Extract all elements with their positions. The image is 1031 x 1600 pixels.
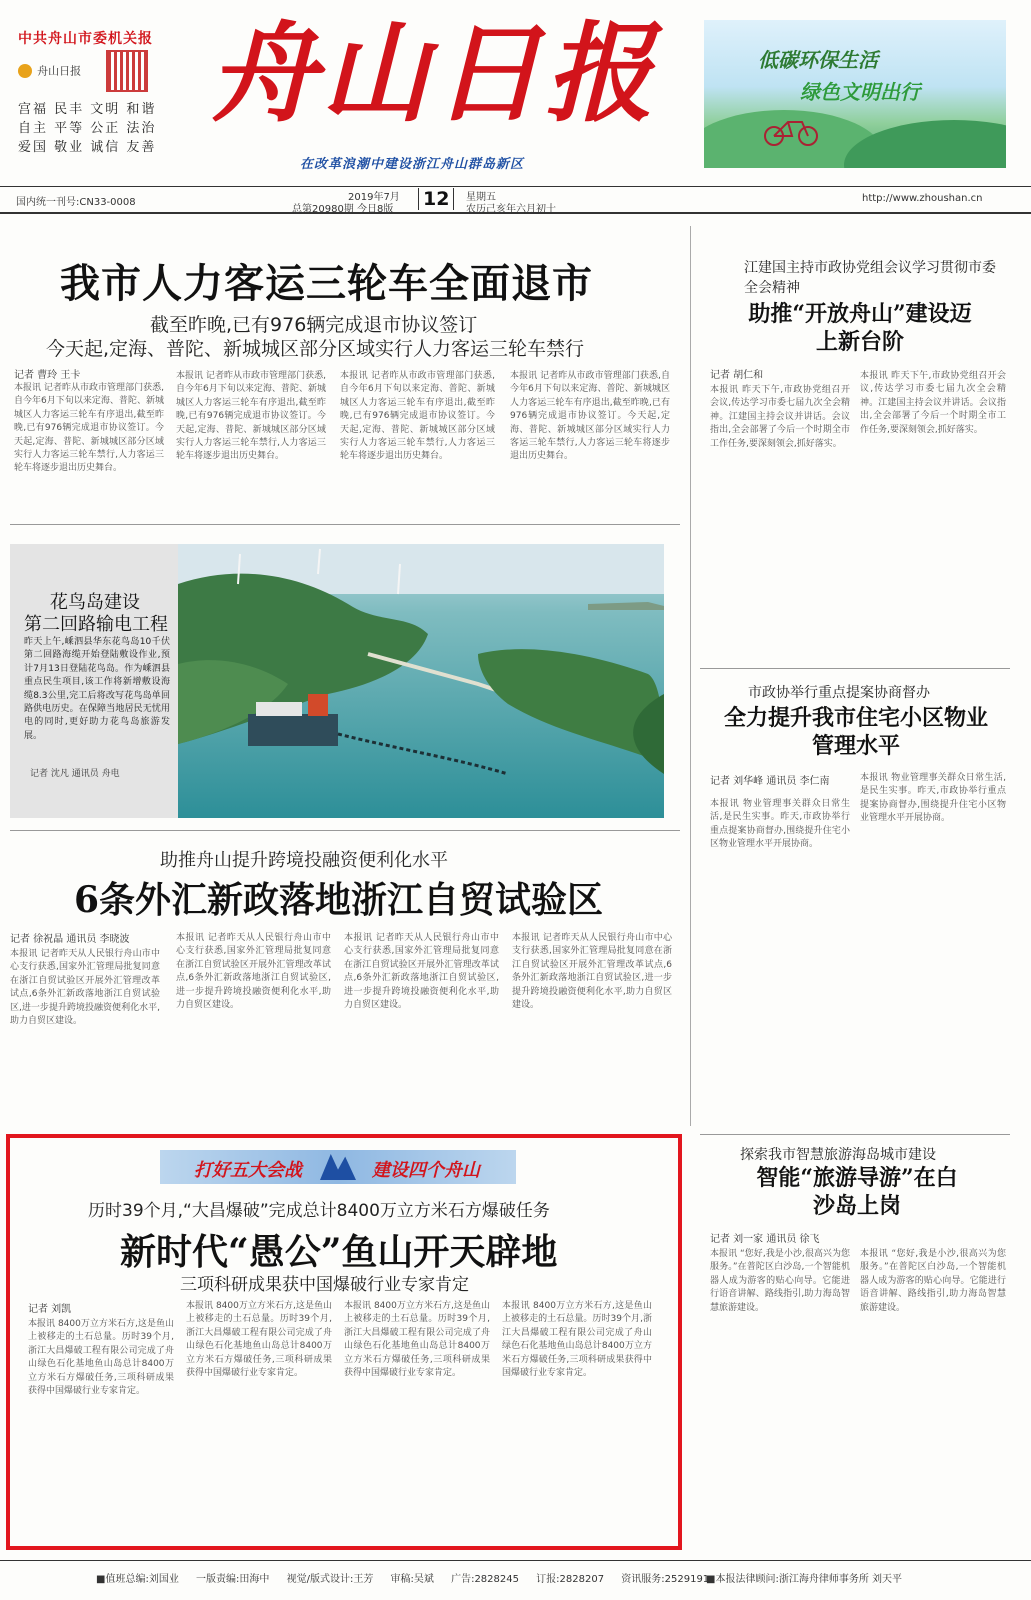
organ-label: 中共舟山市委机关报 <box>18 31 153 47</box>
values-row-2: 自主 平等 公正 法治 <box>18 121 157 136</box>
right-story3-kicker: 探索我市智慧旅游海岛城市建设 <box>740 1147 936 1163</box>
app-label: 舟山日报 <box>37 64 82 78</box>
ad-banner <box>704 20 1006 168</box>
lead-byline: 记者 曹玲 王卡 <box>14 370 81 381</box>
masthead-slogan: 在改革浪潮中建设浙江舟山群岛新区 <box>300 157 525 172</box>
forex-body-col-2: 本报讯 记者昨天从人民银行舟山市中心支行获悉,国家外汇管理局批复同意在浙江自贸试验区开展外汇管理改革试点,6条外汇新政落地浙江自贸试验区,进一步提升跨境投融资便利化水平,助力自贸区建设。 <box>176 933 331 1011</box>
feature-sub: 三项科研成果获中国爆破行业专家肯定 <box>180 1275 469 1295</box>
feature-headline: 新时代“愚公”鱼山开天辟地 <box>120 1231 558 1273</box>
right-story1-col-1: 本报讯 昨天下午,市政协党组召开会议,传达学习市委七届九次全会精神。江建国主持会议并讲话。会议指出,全会部署了今后一个时期全市工作任务,要深刻领会,抓好落实。 <box>710 385 850 449</box>
feature-banner <box>160 1150 516 1184</box>
photo-bottom-rule <box>10 830 680 831</box>
weekday: 星期五 <box>466 192 496 203</box>
right-rule-2 <box>700 1134 1010 1135</box>
forex-body-col-4: 本报讯 记者昨天从人民银行舟山市中心支行获悉,国家外汇管理局批复同意在浙江自贸试验区开展外汇管理改革试点,6条外汇新政落地浙江自贸试验区,进一步提升跨境投融资便利化水平,助力自贸区建设。 <box>512 933 672 1011</box>
right-story3-byline: 记者 刘一家 通讯员 徐飞 <box>710 1234 820 1245</box>
right-story2-kicker: 市政协举行重点提案协商督办 <box>748 685 930 701</box>
qr-code-icon <box>106 50 148 92</box>
lunar-date: 农历己亥年六月初十 <box>466 204 556 215</box>
issue-number: 总第20980期 今日8版 <box>292 204 394 215</box>
masthead-title: 舟山日报 <box>208 11 657 137</box>
forex-sub: 助推舟山提升跨境投融资便利化水平 <box>160 850 448 871</box>
forex-body-col-3: 本报讯 记者昨天从人民银行舟山市中心支行获悉,国家外汇管理局批复同意在浙江自贸试验区开展外汇管理改革试点,6条外汇新政落地浙江自贸试验区,进一步提升跨境投融资便利化水平,助力自贸区建设。 <box>344 933 499 1011</box>
footer-item: 广告:2828245 <box>451 1574 519 1585</box>
values-row-3: 爱国 敬业 诚信 友善 <box>18 140 157 155</box>
footer-credits <box>96 1570 709 1585</box>
lead-headline: 我市人力客运三轮车全面退市 <box>60 260 593 307</box>
feature-body-col-4: 本报讯 8400万立方米石方,这是鱼山上被移走的土石总量。历时39个月,浙江大昌爆破工程有限公司完成了舟山绿色石化基地鱼山岛总计8400万立方米石方爆破任务,三项科研成果获得中国爆破行业专家肯定。 <box>502 1301 652 1379</box>
site-url[interactable]: http://www.zhoushan.cn <box>862 193 983 204</box>
cn-number: 国内统一刊号:CN33-0008 <box>16 197 136 208</box>
ad-line-2: 绿色文明出行 <box>800 80 920 104</box>
app-logo <box>18 60 100 82</box>
right-story2-col-1: 本报讯 物业管理事关群众日常生活,是民生实事。昨天,市政协举行重点提案协商督办,围绕提升住宅小区物业管理水平开展协商。 <box>710 799 850 850</box>
banner-left-text: 打好五大会战 <box>194 1160 302 1181</box>
ad-line-1: 低碳环保生活 <box>758 48 878 72</box>
photo-credit: 记者 沈凡 通讯员 舟电 <box>30 769 120 779</box>
feature-body-col-3: 本报讯 8400万立方米石方,这是鱼山上被移走的土石总量。历时39个月,浙江大昌爆破工程有限公司完成了舟山绿色石化基地鱼山岛总计8400万立方米石方爆破任务,三项科研成果获得中国爆破行业专家肯定。 <box>344 1301 490 1379</box>
right-column-divider <box>690 226 691 1126</box>
lead-body-col-4: 本报讯 记者昨从市政市管理部门获悉,自今年6月下旬以来定海、普陀、新城城区人力客运三轮车有序退出,截至昨晚,已有976辆完成退市协议签订。今天起,定海、普陀、新城城区部分区域实行人力客运三轮车禁行,人力客运三轮车将逐步退出历史舞台。 <box>510 371 670 462</box>
feature-kicker: 历时39个月,“大昌爆破”完成总计8400万立方米石方爆破任务 <box>88 1201 550 1221</box>
footer-item: 一版责编:田海中 <box>196 1574 270 1585</box>
right-story2-headline: 全力提升我市住宅小区物业管理水平 <box>724 705 989 759</box>
dateline-top-rule <box>0 186 1031 187</box>
banner-right-text: 建设四个舟山 <box>372 1160 480 1181</box>
coast-photo <box>178 544 664 818</box>
footer-item: ■值班总编:刘国业 <box>96 1574 179 1585</box>
lead-sub-1: 截至昨晚,已有976辆完成退市协议签订 <box>150 314 478 336</box>
photo-title-1: 花鸟岛建设 <box>50 592 140 613</box>
footer-legal: ■本报法律顾问:浙江海舟律师事务所 刘天平 <box>706 1574 902 1585</box>
lead-body-col-3: 本报讯 记者昨从市政市管理部门获悉,自今年6月下旬以来定海、普陀、新城城区人力客运三轮车有序退出,截至昨晚,已有976辆完成退市协议签订。今天起,定海、普陀、新城城区部分区域实行人力客运三轮车禁行,人力客运三轮车将逐步退出历史舞台。 <box>340 371 495 462</box>
core-values <box>18 100 156 157</box>
footer-item: 视觉/版式设计:王芳 <box>286 1574 374 1585</box>
footer-item: 资讯服务:2529191 <box>621 1574 710 1585</box>
right-story1-kicker: 江建国主持市政协党组会议学习贯彻市委全会精神 <box>744 260 996 296</box>
issue-day: 12 <box>418 188 454 210</box>
right-story1-byline: 记者 胡仁和 <box>710 370 764 381</box>
issue-date: 2019年7月 <box>348 192 400 203</box>
right-story2-byline: 记者 刘华峰 通讯员 李仁南 <box>710 776 830 787</box>
lead-bottom-rule <box>10 524 680 525</box>
banner-emblem-icon <box>320 1154 356 1180</box>
photo-title-2: 第二回路输电工程 <box>24 614 168 635</box>
feature-body-col-1: 本报讯 8400万立方米石方,这是鱼山上被移走的土石总量。历时39个月,浙江大昌爆破工程有限公司完成了舟山绿色石化基地鱼山岛总计8400万立方米石方爆破任务,三项科研成果获得中国爆破行业专家肯定。 <box>28 1319 174 1397</box>
right-story3-col-2: 本报讯 “您好,我是小沙,很高兴为您服务。”在普陀区白沙岛,一个智能机器人成为游客的贴心向导。它能进行语音讲解、路线指引,助力海岛智慧旅游建设。 <box>860 1249 1006 1313</box>
feature-byline: 记者 刘凯 <box>28 1304 72 1315</box>
forex-headline: 6条外汇新政落地浙江自贸试验区 <box>74 879 604 921</box>
bicycle-icon <box>762 112 822 146</box>
lead-body-col-2: 本报讯 记者昨从市政市管理部门获悉,自今年6月下旬以来定海、普陀、新城城区人力客运三轮车有序退出,截至昨晚,已有976辆完成退市协议签订。今天起,定海、普陀、新城城区部分区域实行人力客运三轮车禁行,人力客运三轮车将逐步退出历史舞台。 <box>176 371 326 462</box>
right-story3-headline: 智能“旅游导游”在白沙岛上岗 <box>756 1165 958 1219</box>
lead-sub-2: 今天起,定海、普陀、新城城区部分区域实行人力客运三轮车禁行 <box>46 338 585 360</box>
app-icon <box>18 64 32 78</box>
feature-body-col-2: 本报讯 8400万立方米石方,这是鱼山上被移走的土石总量。历时39个月,浙江大昌爆破工程有限公司完成了舟山绿色石化基地鱼山岛总计8400万立方米石方爆破任务,三项科研成果获得中国爆破行业专家肯定。 <box>186 1301 332 1379</box>
right-rule-1 <box>700 668 1010 669</box>
forex-body-col-1: 本报讯 记者昨天从人民银行舟山市中心支行获悉,国家外汇管理局批复同意在浙江自贸试验区开展外汇管理改革试点,6条外汇新政落地浙江自贸试验区,进一步提升跨境投融资便利化水平,助力自贸区建设。 <box>10 949 160 1027</box>
footer-rule <box>0 1560 1031 1561</box>
right-story3-col-1: 本报讯 “您好,我是小沙,很高兴为您服务。”在普陀区白沙岛,一个智能机器人成为游客的贴心向导。它能进行语音讲解、路线指引,助力海岛智慧旅游建设。 <box>710 1249 850 1313</box>
forex-byline: 记者 徐祝晶 通讯员 李晓波 <box>10 934 130 945</box>
right-story1-col-2: 本报讯 昨天下午,市政协党组召开会议,传达学习市委七届九次全会精神。江建国主持会议并讲话。会议指出,全会部署了今后一个时期全市工作任务,要深刻领会,抓好落实。 <box>860 371 1006 435</box>
lead-body-col-1: 本报讯 记者昨从市政市管理部门获悉,自今年6月下旬以来定海、普陀、新城城区人力客运三轮车有序退出,截至昨晚,已有976辆完成退市协议签订。今天起,定海、普陀、新城城区部分区域实行人力客运三轮车禁行,人力客运三轮车将逐步退出历史舞台。 <box>14 383 164 474</box>
right-story2-col-2: 本报讯 物业管理事关群众日常生活,是民生实事。昨天,市政协举行重点提案协商督办,围绕提升住宅小区物业管理水平开展协商。 <box>860 773 1006 824</box>
values-row-1: 宫福 民丰 文明 和谐 <box>18 102 157 117</box>
ad-hill-2 <box>844 120 1006 168</box>
footer-item: 订报:2828207 <box>536 1574 605 1585</box>
photo-caption: 昨天上午,嵊泗县华东花鸟岛10千伏第二回路海缆开始登陆敷设作业,预计7月13日登陆花鸟岛。作为嵊泗县重点民生项目,该工作将新增敷设海缆8.3公里,完工后将改写花鸟岛单回路供电历史。在保障当地居民无忧用电的同时,更好助力花鸟岛旅游发展。 <box>24 637 170 741</box>
right-story1-headline: 助推“开放舟山”建设迈上新台阶 <box>748 301 972 355</box>
footer-item: 审稿:吴斌 <box>390 1574 434 1585</box>
